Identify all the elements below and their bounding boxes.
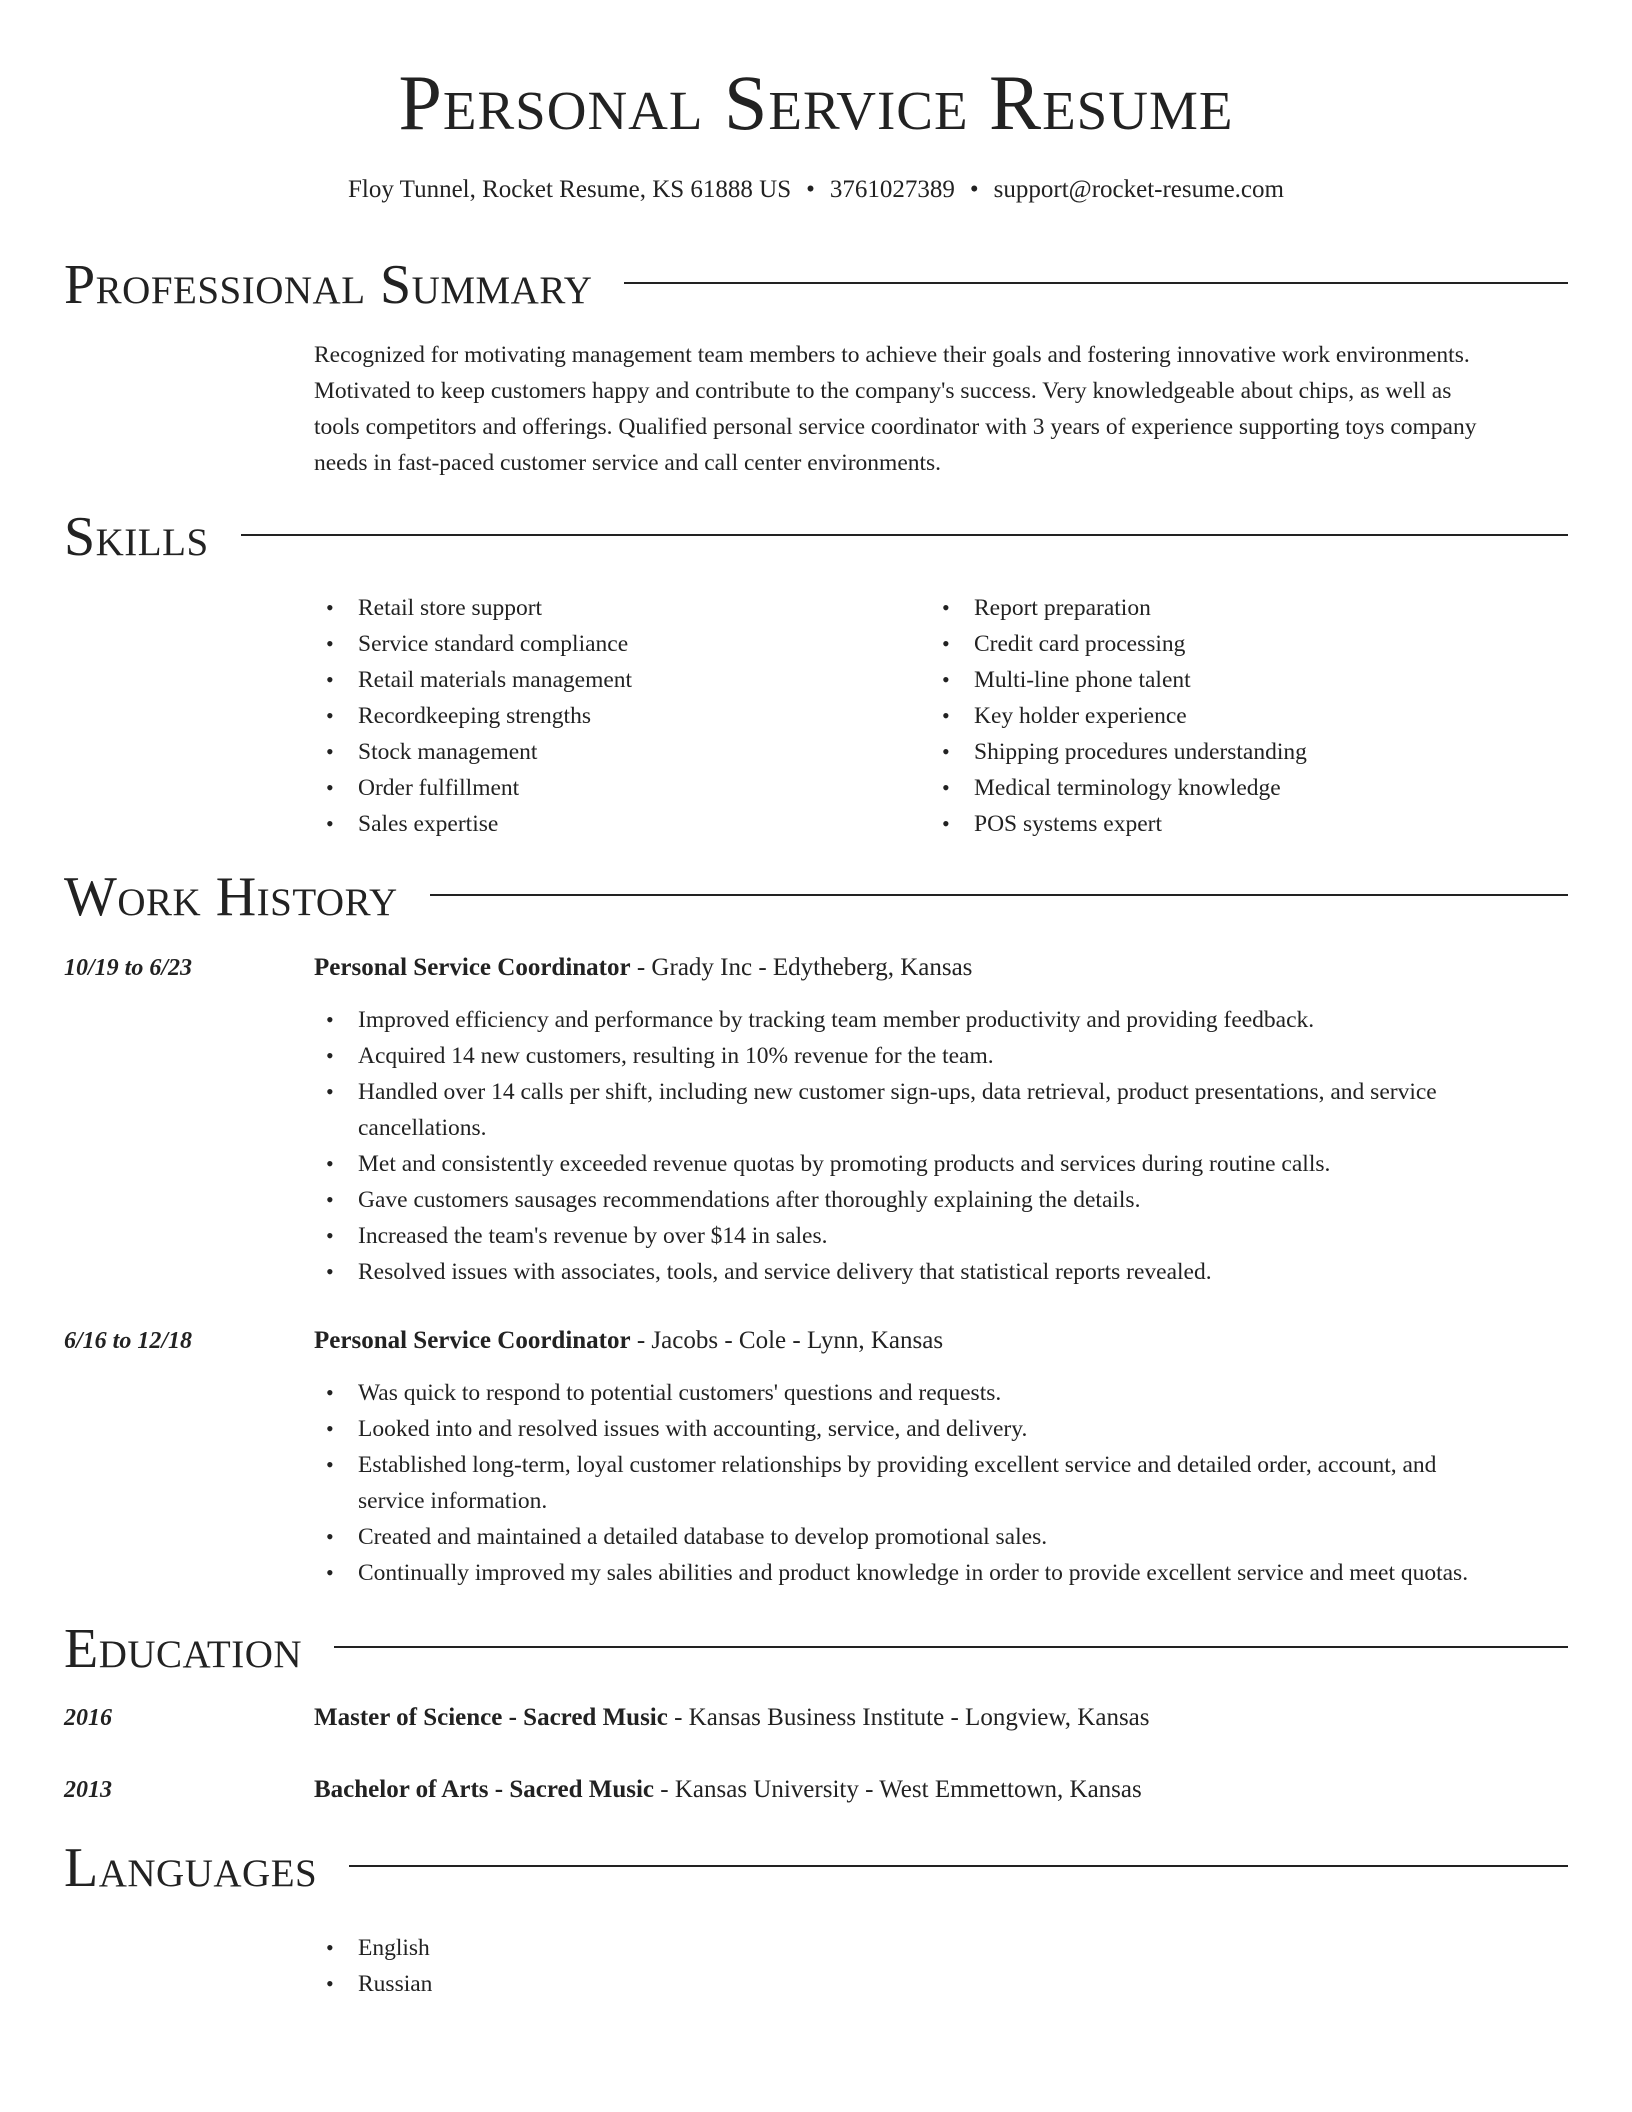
job-duty: • Increased the team's revenue by over $14 in sales. xyxy=(314,1218,1564,1254)
contact-email: support@rocket-resume.com xyxy=(993,176,1284,203)
skill-item: • Service standard compliance xyxy=(314,626,914,662)
section-divider xyxy=(430,894,1568,896)
degree-name: Bachelor of Arts - Sacred Music xyxy=(314,1776,655,1803)
section-divider xyxy=(624,282,1568,284)
summary-heading: Professional Summary xyxy=(64,254,593,316)
skill-item: • Retail store support xyxy=(314,590,914,626)
skill-item: • Shipping procedures understanding xyxy=(930,734,1530,770)
job-duty: • Continually improved my sales abilities and product knowledge in order to provide excellent service and meet quotas. xyxy=(314,1555,1564,1591)
language-item: • Russian xyxy=(314,1966,914,2002)
resume-title: Personal Service Resume xyxy=(398,59,1234,146)
section-divider xyxy=(241,534,1568,536)
education-year: 2016 xyxy=(64,1705,112,1731)
skill-item: • Stock management xyxy=(314,734,914,770)
job-employer: - Grady Inc - Edytheberg, Kansas xyxy=(630,954,973,981)
job-employer: - Jacobs - Cole - Lynn, Kansas xyxy=(630,1327,944,1354)
contact-line xyxy=(0,175,1632,205)
job-duty xyxy=(314,1074,1564,1146)
job-duty: • Improved efficiency and performance by tracking team member productivity and providing feedback. xyxy=(314,1002,1564,1038)
languages-list xyxy=(314,1930,914,2002)
job-duty-line: service information. xyxy=(358,1488,548,1514)
degree-name: Master of Science - Sacred Music xyxy=(314,1704,668,1731)
school-details: - Kansas University - West Emmettown, Kansas xyxy=(654,1776,1142,1803)
skill-item: • POS systems expert xyxy=(930,806,1530,842)
job-heading xyxy=(314,1323,943,1359)
school-details: - Kansas Business Institute - Longview, Kansas xyxy=(667,1704,1150,1731)
skills-section-heading xyxy=(64,502,1568,572)
summary-line: Recognized for motivating management team members to achieve their goals and fostering innovative work environments. xyxy=(314,342,1470,368)
work-heading: Work History xyxy=(64,866,398,928)
education-year: 2013 xyxy=(64,1777,112,1803)
job-duty-line: cancellations. xyxy=(358,1115,487,1141)
job-heading xyxy=(314,950,972,986)
contact-address: Floy Tunnel, Rocket Resume, KS 61888 US xyxy=(348,176,792,203)
job-title: Personal Service Coordinator xyxy=(314,1327,631,1354)
job-duties-list xyxy=(314,1002,1564,1290)
education-entry xyxy=(314,1700,1150,1736)
skills-list-left xyxy=(314,590,914,842)
contact-separator: • xyxy=(969,176,979,203)
job-duty: • Created and maintained a detailed database to develop promotional sales. xyxy=(314,1519,1564,1555)
skill-item: • Report preparation xyxy=(930,590,1530,626)
job-duty: • Acquired 14 new customers, resulting in 10% revenue for the team. xyxy=(314,1038,1564,1074)
contact-phone: 3761027389 xyxy=(829,176,955,203)
language-item: • English xyxy=(314,1930,914,1966)
job-title: Personal Service Coordinator xyxy=(314,954,631,981)
job-dates: 6/16 to 12/18 xyxy=(64,1328,193,1354)
skill-item: • Credit card processing xyxy=(930,626,1530,662)
summary-line: Motivated to keep customers happy and contribute to the company's success. Very knowledgeable about chips, as well as xyxy=(314,378,1452,404)
job-duty-line: Handled over 14 calls per shift, including new customer sign-ups, data retrieval, product presentations, and service xyxy=(358,1079,1437,1105)
skills-list-right xyxy=(930,590,1530,842)
skill-item: • Recordkeeping strengths xyxy=(314,698,914,734)
skills-heading: Skills xyxy=(64,506,209,568)
job-duty-line: Established long-term, loyal customer relationships by providing excellent service and detailed order, account, and xyxy=(358,1452,1437,1478)
education-heading: Education xyxy=(64,1618,303,1680)
work-section-heading xyxy=(64,862,1568,932)
skill-item: • Medical terminology knowledge xyxy=(930,770,1530,806)
section-divider xyxy=(349,1865,1568,1867)
languages-heading: Languages xyxy=(64,1837,318,1899)
skill-item: • Order fulfillment xyxy=(314,770,914,806)
job-duty: • Looked into and resolved issues with accounting, service, and delivery. xyxy=(314,1411,1564,1447)
skill-item: • Multi-line phone talent xyxy=(930,662,1530,698)
summary-line: tools competitors and offerings. Qualified personal service coordinator with 3 years of experience supporting toys company xyxy=(314,414,1477,440)
summary-section-heading xyxy=(64,250,1568,320)
skill-item: • Retail materials management xyxy=(314,662,914,698)
professional-summary xyxy=(314,337,1564,481)
job-duty: • Gave customers sausages recommendations after thoroughly explaining the details. xyxy=(314,1182,1564,1218)
languages-section-heading xyxy=(64,1833,1568,1903)
skill-item: • Sales expertise xyxy=(314,806,914,842)
education-section-heading xyxy=(64,1614,1568,1684)
job-duty: • Met and consistently exceeded revenue quotas by promoting products and services during routine calls. xyxy=(314,1146,1564,1182)
job-duty: • Resolved issues with associates, tools, and service delivery that statistical reports revealed. xyxy=(314,1254,1564,1290)
job-dates: 10/19 to 6/23 xyxy=(64,955,193,981)
skill-item: • Key holder experience xyxy=(930,698,1530,734)
summary-line: needs in fast-paced customer service and call center environments. xyxy=(314,450,942,476)
job-duty xyxy=(314,1447,1564,1519)
job-duties-list xyxy=(314,1375,1564,1591)
section-divider xyxy=(334,1646,1568,1648)
contact-separator: • xyxy=(806,176,815,203)
education-entry xyxy=(314,1772,1142,1808)
job-duty: • Was quick to respond to potential customers' questions and requests. xyxy=(314,1375,1564,1411)
